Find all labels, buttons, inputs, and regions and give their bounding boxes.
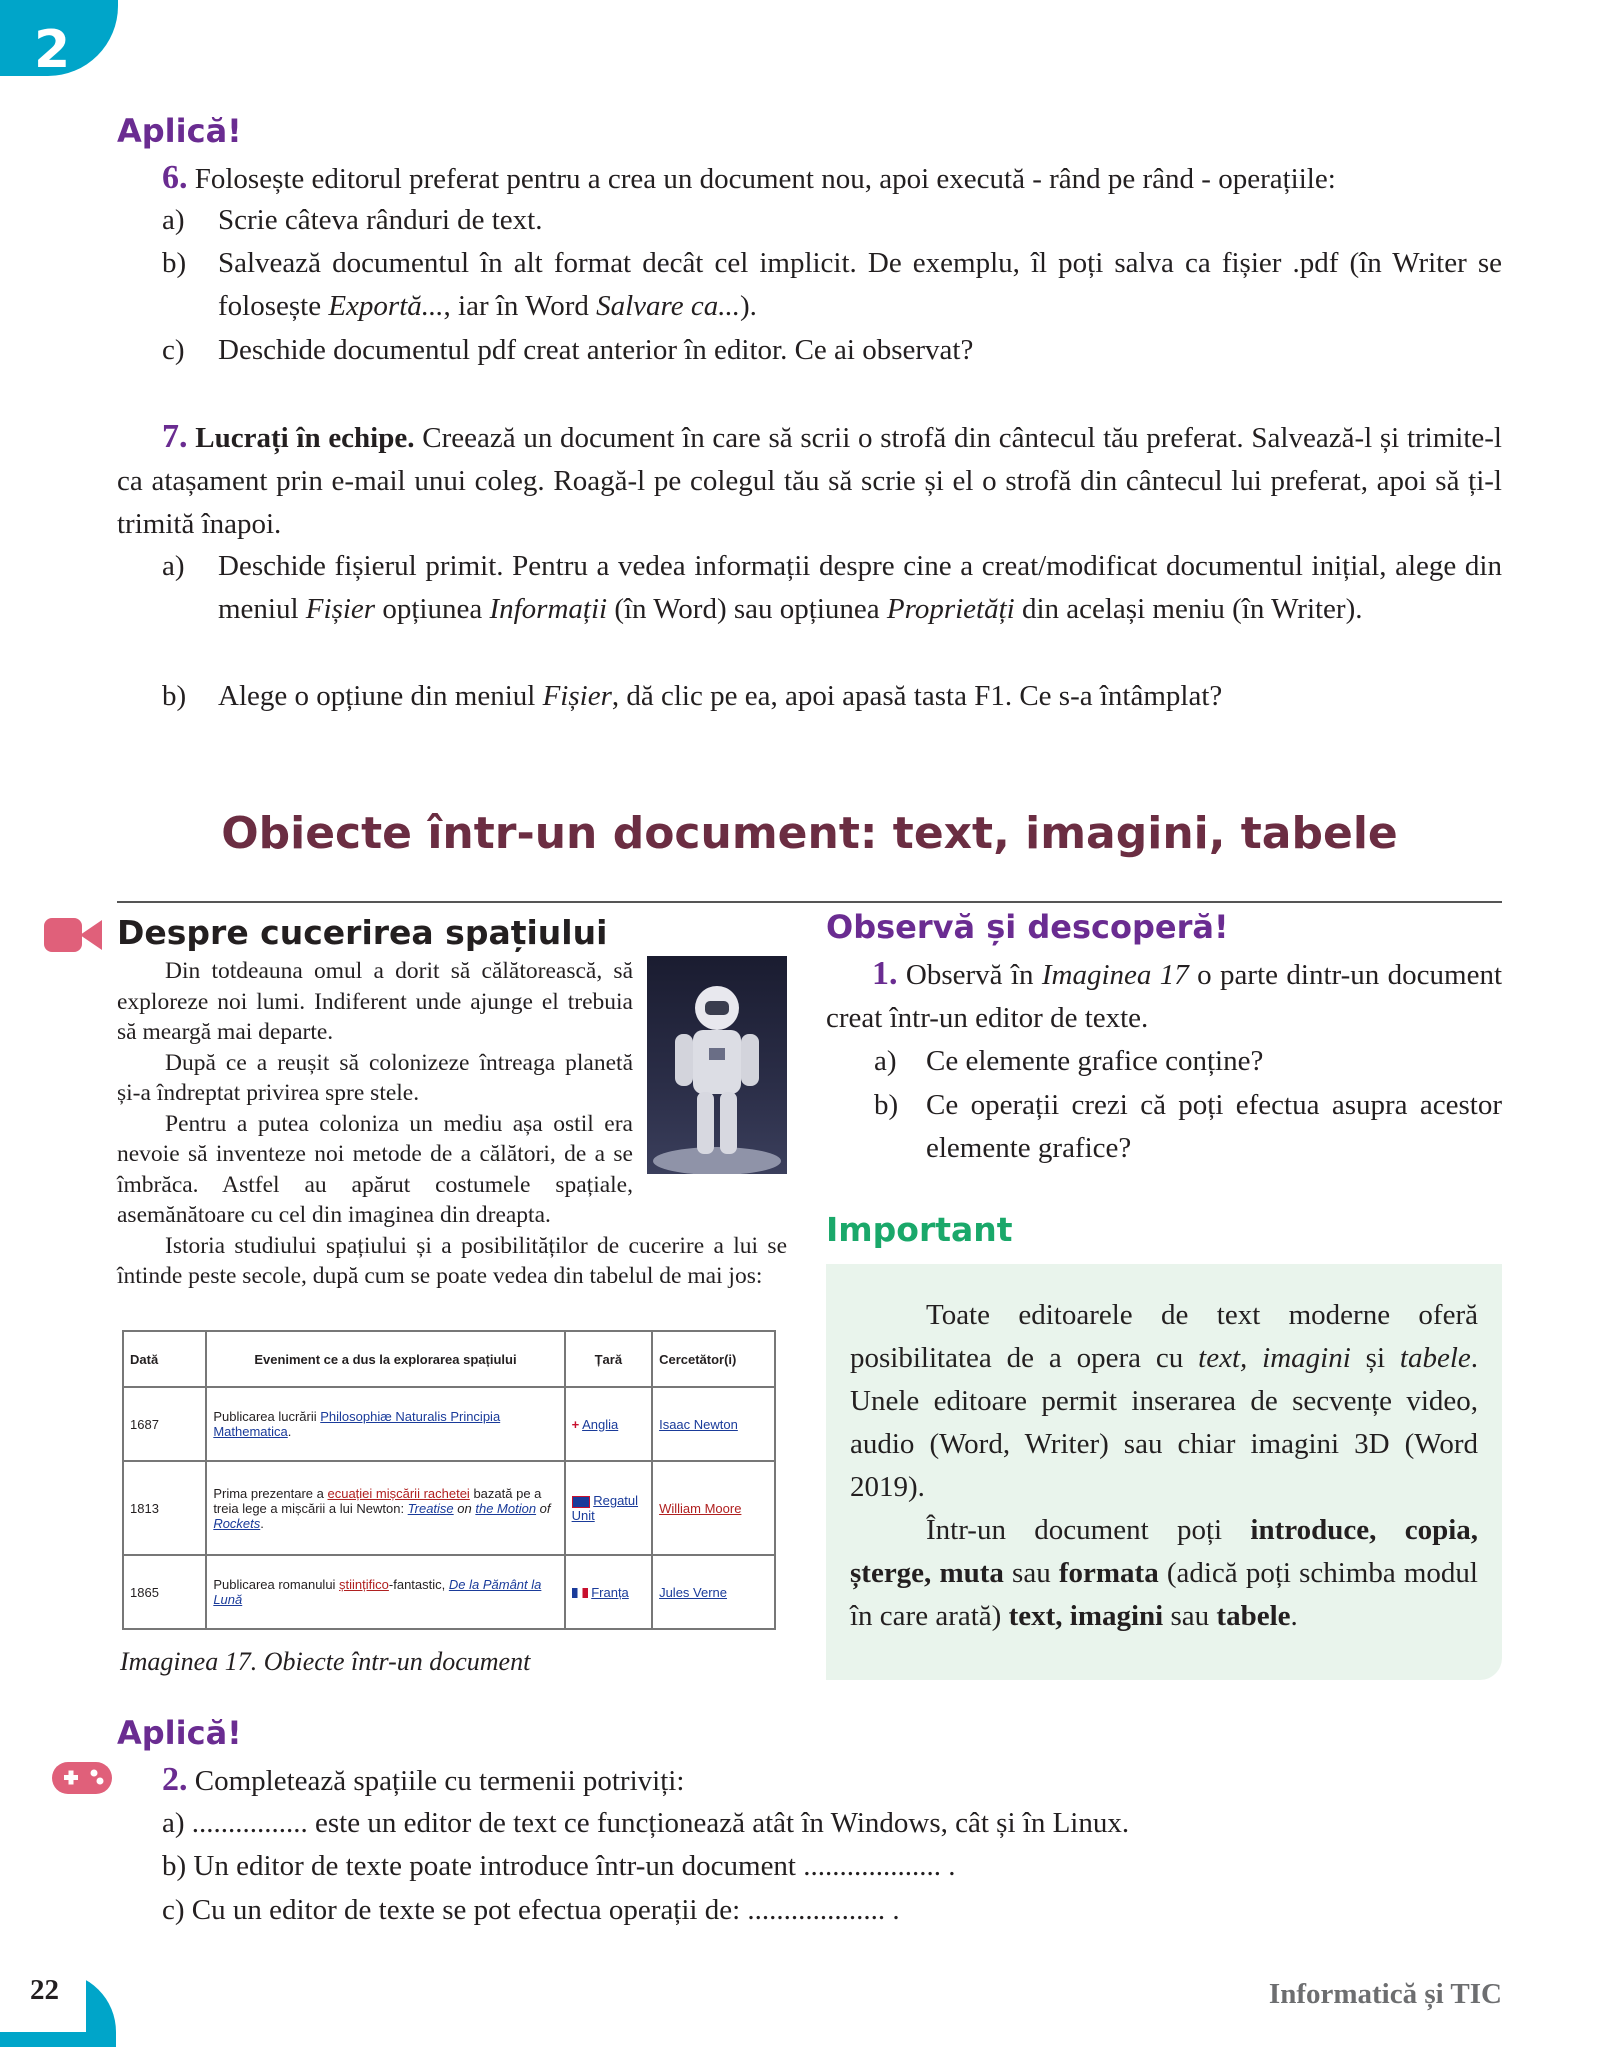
- link[interactable]: Isaac Newton: [659, 1416, 738, 1432]
- list-label: a): [874, 1045, 897, 1077]
- list-item: [162, 242, 1502, 328]
- list-text: Alege o opțiune din meniul Fișier, dă clic pe ea, apoi apasă tasta F1. Ce s-a întâmplat?: [218, 680, 1223, 712]
- link[interactable]: Treatise: [407, 1500, 454, 1516]
- fill-in-line: a) ................ este un editor de text ce funcționează atât în Windows, cât și în Linux.: [162, 1807, 1130, 1839]
- list-text: Ce elemente grafice conține?: [926, 1045, 1264, 1077]
- list-item: [162, 545, 1502, 674]
- question-2: [162, 1758, 1502, 1803]
- list-label: a): [162, 204, 185, 236]
- table-row: [123, 1555, 775, 1629]
- important-paragraph: Într-un document poți introduce, copia, șterge, muta sau formata (adică poți schimba modul în care arată) text, imagini sau tabele.: [850, 1514, 1479, 1632]
- table-row: [123, 1461, 775, 1555]
- link[interactable]: De la Pământ la Lună: [213, 1577, 542, 1607]
- table-cell-event: Publicarea romanului științifico-fantastic, De la Pământ la Lună: [206, 1555, 564, 1629]
- list-label: b): [162, 680, 187, 712]
- apply-heading: Aplică!: [117, 1714, 242, 1752]
- important-paragraph: Toate editoarele de text moderne oferă posibilitatea de a opera cu text, imagini și tabele. Unele editoare permit inserarea de secvențe video, audio (Word, Writer) sau chiar imagini 3D (Word 2019).: [850, 1299, 1478, 1503]
- list-text: Salvează documentul în alt format decât cel implicit. De exemplu, îl poți salva ca fișier .pdf (în Writer se folosește Exportă..., iar în Word Salvare ca...).: [218, 247, 1502, 322]
- page-number: 22: [30, 1974, 59, 2006]
- table-cell-event: Prima prezentare a ecuației mișcării rachetei bazată pe a treia lege a mișcării a lui Newton: Treatise on the Motion of Rockets.: [206, 1461, 564, 1555]
- link[interactable]: Philosophiæ Naturalis Principia Mathematica: [213, 1409, 501, 1439]
- link[interactable]: Jules Verne: [659, 1584, 728, 1600]
- link[interactable]: ecuației mișcării rachetei: [327, 1485, 470, 1501]
- list-text: Deschide fișierul primit. Pentru a vedea informații despre cine a creat/modificat documentul inițial, alege din meniul Fișier opțiunea Informații (în Word) sau opțiunea Proprietăți din același meniu (în Writer).: [218, 550, 1502, 625]
- video-icon: [44, 916, 102, 954]
- paragraph: Istoria studiului spațiului și a posibilităților de cucerire a lui se întinde peste secole, după cum se poate vedea din tabelul de mai jos:: [117, 1232, 787, 1289]
- table-cell-person: [652, 1461, 775, 1555]
- question-1: 1. Observă în Imaginea 17 o parte dintr-un document creat într-un editor de texte.: [826, 955, 1502, 1034]
- list-label: b): [162, 247, 187, 279]
- apply-heading: Aplică!: [117, 112, 242, 150]
- uk-flag-icon: [572, 1496, 590, 1508]
- table-cell-country: [565, 1461, 652, 1555]
- list-item: [162, 675, 1502, 718]
- link[interactable]: științifico: [339, 1577, 389, 1592]
- table-header: Dată: [123, 1331, 206, 1387]
- events-table-image: [122, 1330, 776, 1630]
- table-header: Cercetător(i): [652, 1331, 775, 1387]
- link[interactable]: Rockets: [213, 1515, 261, 1531]
- paragraph: Din totdeauna omul a dorit să călătorească, să exploreze noi lumi. Indiferent unde ajunge el trebuia să meargă mai departe.: [117, 958, 633, 1045]
- list-text: Ce operații crezi că poți efectua asupra acestor elemente grafice?: [926, 1089, 1502, 1164]
- figure-caption: Imaginea 17. Obiecte într-un document: [120, 1647, 531, 1676]
- table-header: Țară: [565, 1331, 652, 1387]
- list-text: Deschide documentul pdf creat anterior în editor. Ce ai observat?: [218, 334, 974, 366]
- table-cell-person: [652, 1387, 775, 1461]
- left-heading: Despre cucerirea spațiului: [117, 913, 608, 952]
- list-item: [162, 199, 1502, 242]
- table-cell-person: [652, 1555, 775, 1629]
- important-heading: Important: [826, 1210, 1013, 1249]
- section-title: Obiecte într-un document: text, imagini, tabele: [221, 808, 1398, 859]
- paragraph: După ce a reușit să colonizeze întreaga planetă și-a îndreptat privirea spre stele.: [117, 1049, 633, 1106]
- important-box: [826, 1264, 1502, 1680]
- link[interactable]: Anglia: [582, 1416, 619, 1432]
- table-row: [123, 1387, 775, 1461]
- question-number: 6.: [162, 159, 188, 196]
- link[interactable]: the Motion: [475, 1500, 537, 1516]
- question-number: 2.: [162, 1761, 188, 1798]
- section-divider: [117, 901, 1502, 903]
- question-number: 1.: [872, 955, 898, 992]
- list-text: Scrie câteva rânduri de text.: [218, 204, 543, 236]
- table-cell-event: Publicarea lucrării Philosophiæ Naturalis Principia Mathematica.: [206, 1387, 564, 1461]
- question-6: [162, 156, 1502, 201]
- list-label: b): [874, 1089, 899, 1121]
- list-label: c): [162, 334, 185, 366]
- table-cell-date: 1687: [123, 1387, 206, 1461]
- fill-in-line: b) Un editor de texte poate introduce într-un document ................... .: [162, 1850, 956, 1882]
- table-cell-country: [565, 1555, 652, 1629]
- table-cell-country: [565, 1387, 652, 1461]
- table-cell-date: 1813: [123, 1461, 206, 1555]
- events-table: [122, 1330, 776, 1630]
- question-text: Creează un document în care să scrii o strofă din cântecul tău preferat. Salvează-l și trimite-l ca atașament prin e-mail unui coleg. Roagă-l pe colegul tău să scrie și el o strofă din cântecul lui preferat, apoi să ți-l trimită înapoi.: [117, 422, 1502, 540]
- fill-in-line: c) Cu un editor de texte se pot efectua operații de: ................... .: [162, 1894, 900, 1926]
- chapter-number: 2: [34, 20, 71, 80]
- observe-heading: Observă și descoperă!: [826, 908, 1229, 946]
- team-label: Lucrați în echipe.: [195, 422, 415, 454]
- table-header: Eveniment ce a dus la explorarea spațiului: [206, 1331, 564, 1387]
- question-text: Folosește editorul preferat pentru a crea un document nou, apoi execută - rând pe rând - operațiile:: [194, 163, 1336, 195]
- link[interactable]: William Moore: [659, 1500, 742, 1516]
- paragraph: Pentru a putea coloniza un mediu așa ostil era nevoie să inventeze noi metode de a călători, de a se îmbrăca. Astfel au apărut costumele spațiale, asemănătoare cu cel din imaginea din dreapta.: [117, 1110, 633, 1228]
- question-number: 7.: [162, 418, 188, 455]
- list-item: [162, 329, 1502, 372]
- question-text: Completează spațiile cu termenii potriviți:: [194, 1765, 685, 1797]
- left-text: [117, 956, 787, 1292]
- france-flag-icon: [572, 1588, 588, 1598]
- list-label: a): [162, 550, 185, 582]
- astronaut-image: [647, 956, 787, 1174]
- link[interactable]: Regatul Unit: [571, 1493, 639, 1523]
- subject-footer: Informatică și TIC: [1268, 1978, 1502, 2010]
- chapter-tab: [0, 0, 118, 80]
- link[interactable]: Franța: [591, 1584, 629, 1600]
- england-flag-icon: +: [571, 1416, 580, 1432]
- table-cell-date: 1865: [123, 1555, 206, 1629]
- question-7: [117, 415, 1502, 546]
- gamepad-icon: [52, 1760, 112, 1796]
